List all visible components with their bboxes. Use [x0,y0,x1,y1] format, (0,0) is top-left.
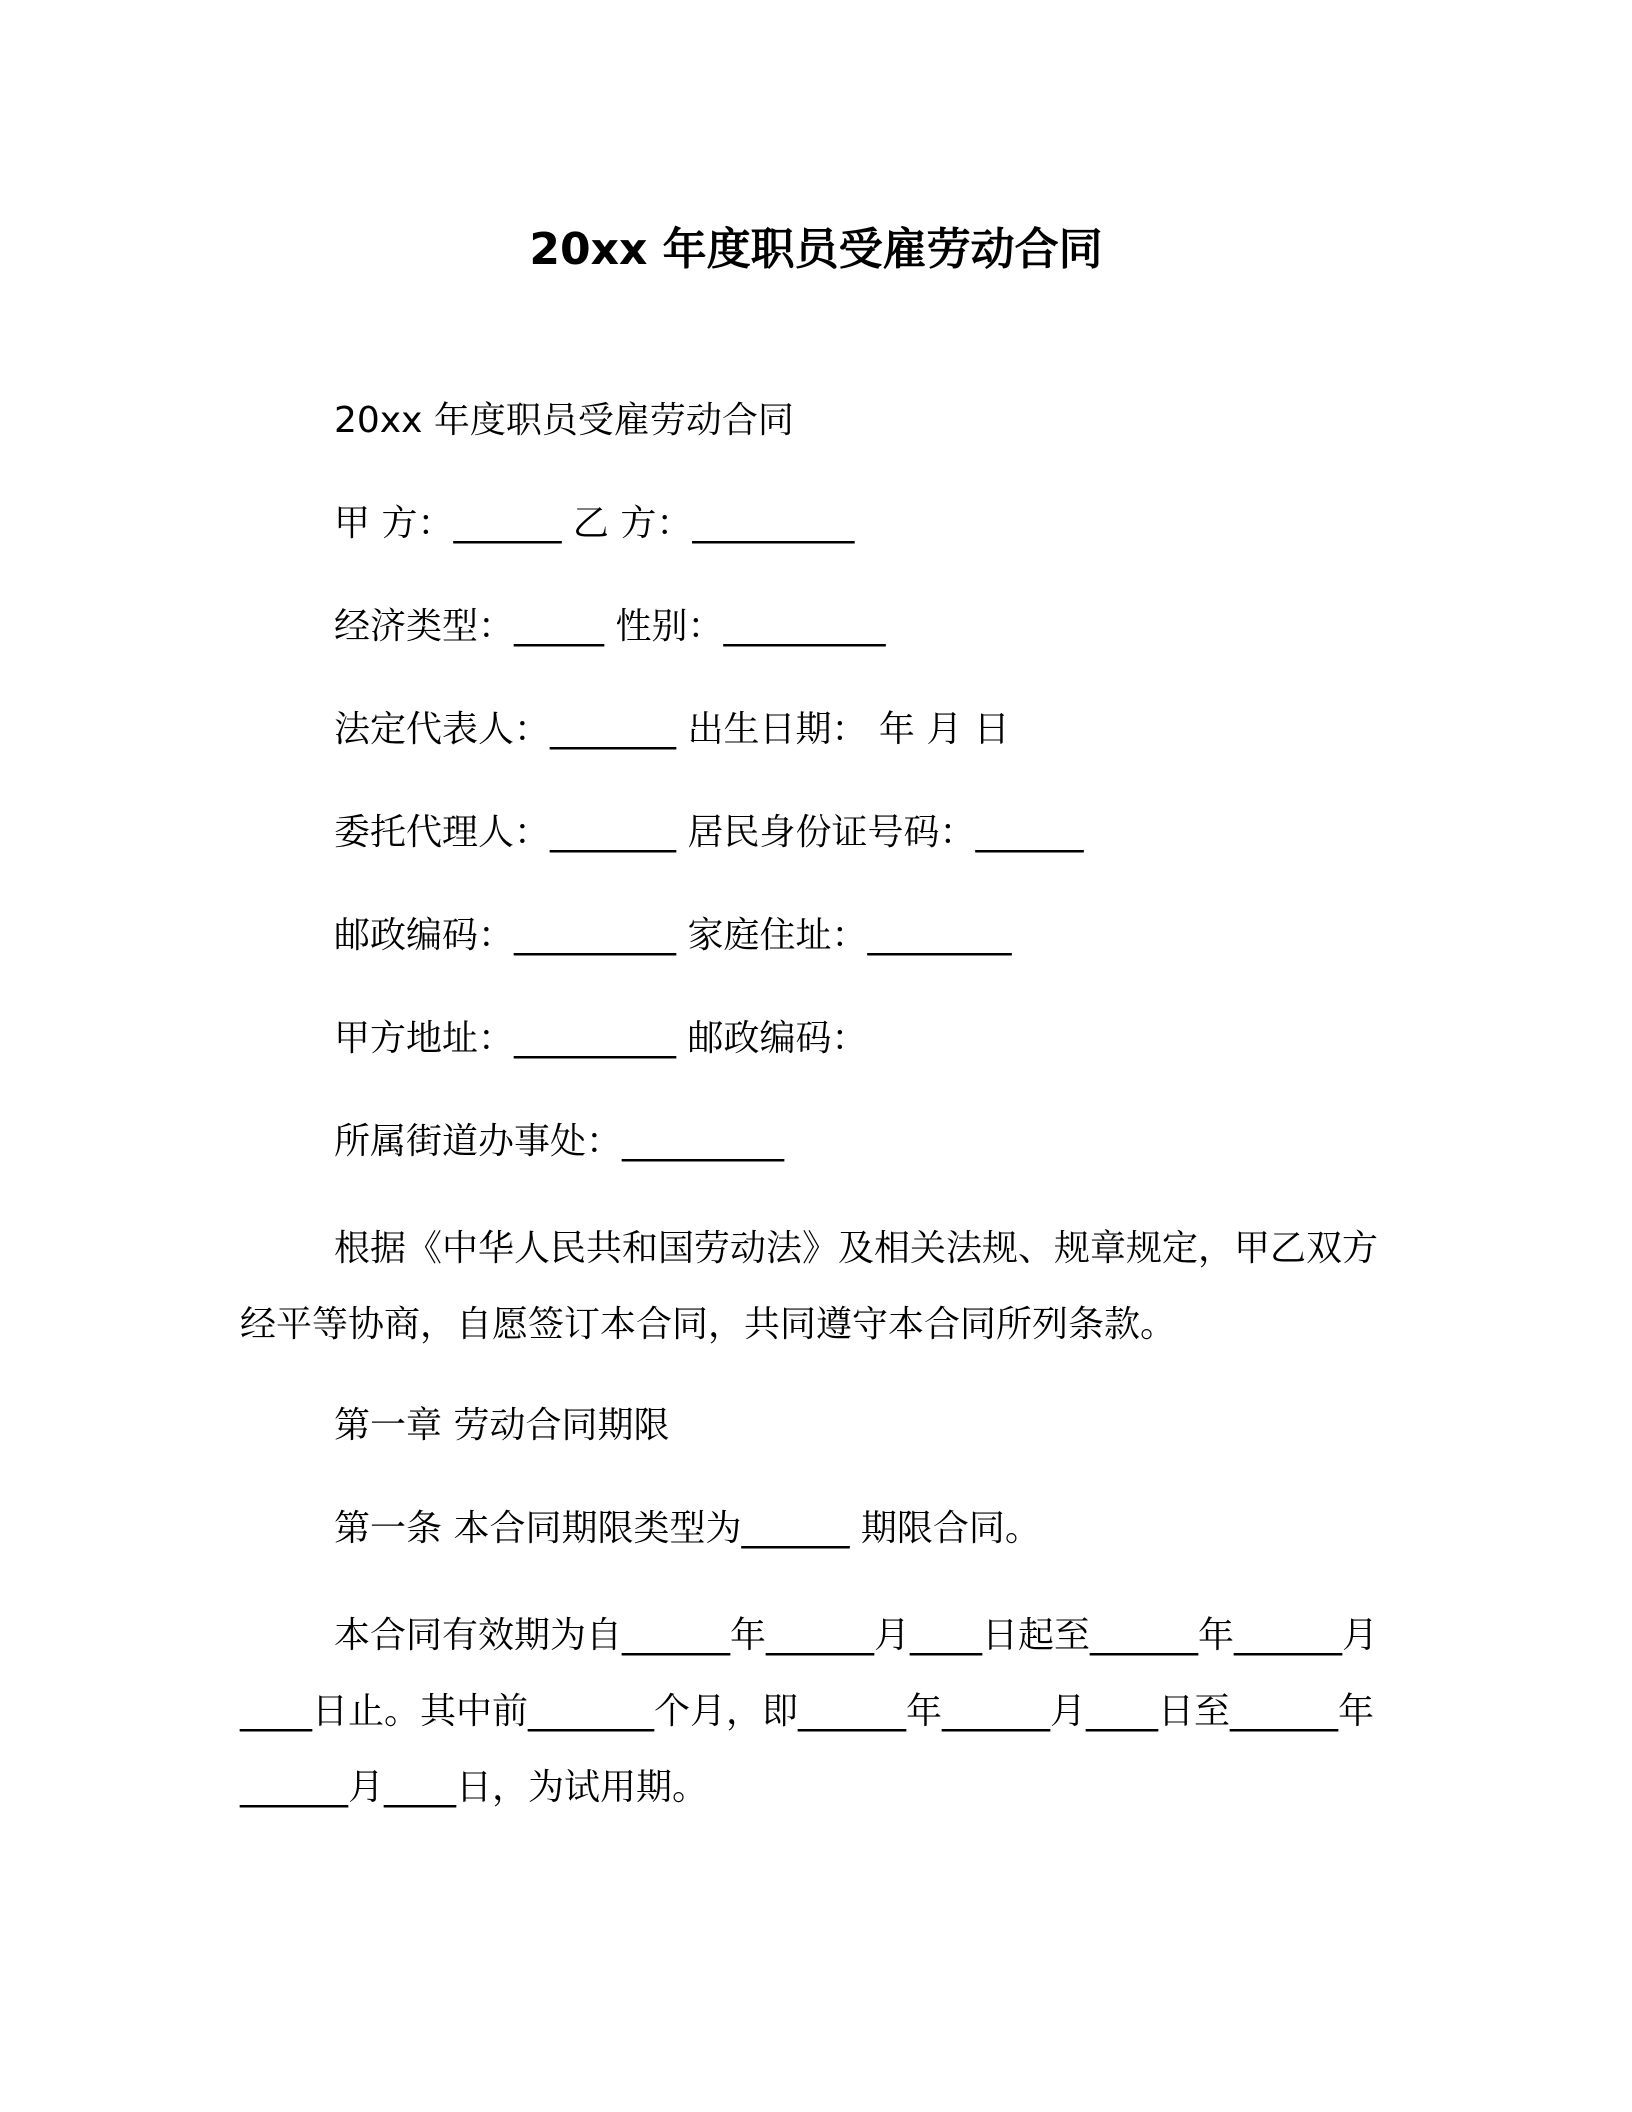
document-subtitle: 20xx 年度职员受雇劳动合同 [334,400,794,441]
field-economic-type-gender: 经济类型：_____ 性别：_________ [334,606,886,647]
field-legal-rep-birthdate: 法定代表人：_______ 出生日期： 年 月 日 [334,709,1010,750]
field-party-a-b: 甲 方：______ 乙 方：_________ [334,503,855,544]
field-agent-id-number: 委托代理人：_______ 居民身份证号码：______ [334,812,1084,853]
field-street-office: 所属街道办事处：_________ [334,1121,785,1162]
field-postcode-home-address: 邮政编码：_________ 家庭住址：________ [334,915,1012,956]
preamble-paragraph: 根据《中华人民共和国劳动法》及相关法规、规章规定，甲乙双方经平等协商，自愿签订本合同，共同遵守本合同所列条款。 [240,1228,1379,1345]
document-title: 20xx 年度职员受雇劳动合同 [529,224,1103,275]
article-1: 第一条 本合同期限类型为______ 期限合同。 [334,1508,1041,1549]
chapter-heading: 第一章 劳动合同期限 [334,1405,670,1446]
validity-paragraph: 本合同有效期为自______年______月____日起至______年______月____日止。其中前_______个月，即______年______月____日至______年______月____日，为试用期。 [240,1615,1379,1808]
field-party-a-address-postcode: 甲方地址：_________ 邮政编码： [334,1018,868,1059]
